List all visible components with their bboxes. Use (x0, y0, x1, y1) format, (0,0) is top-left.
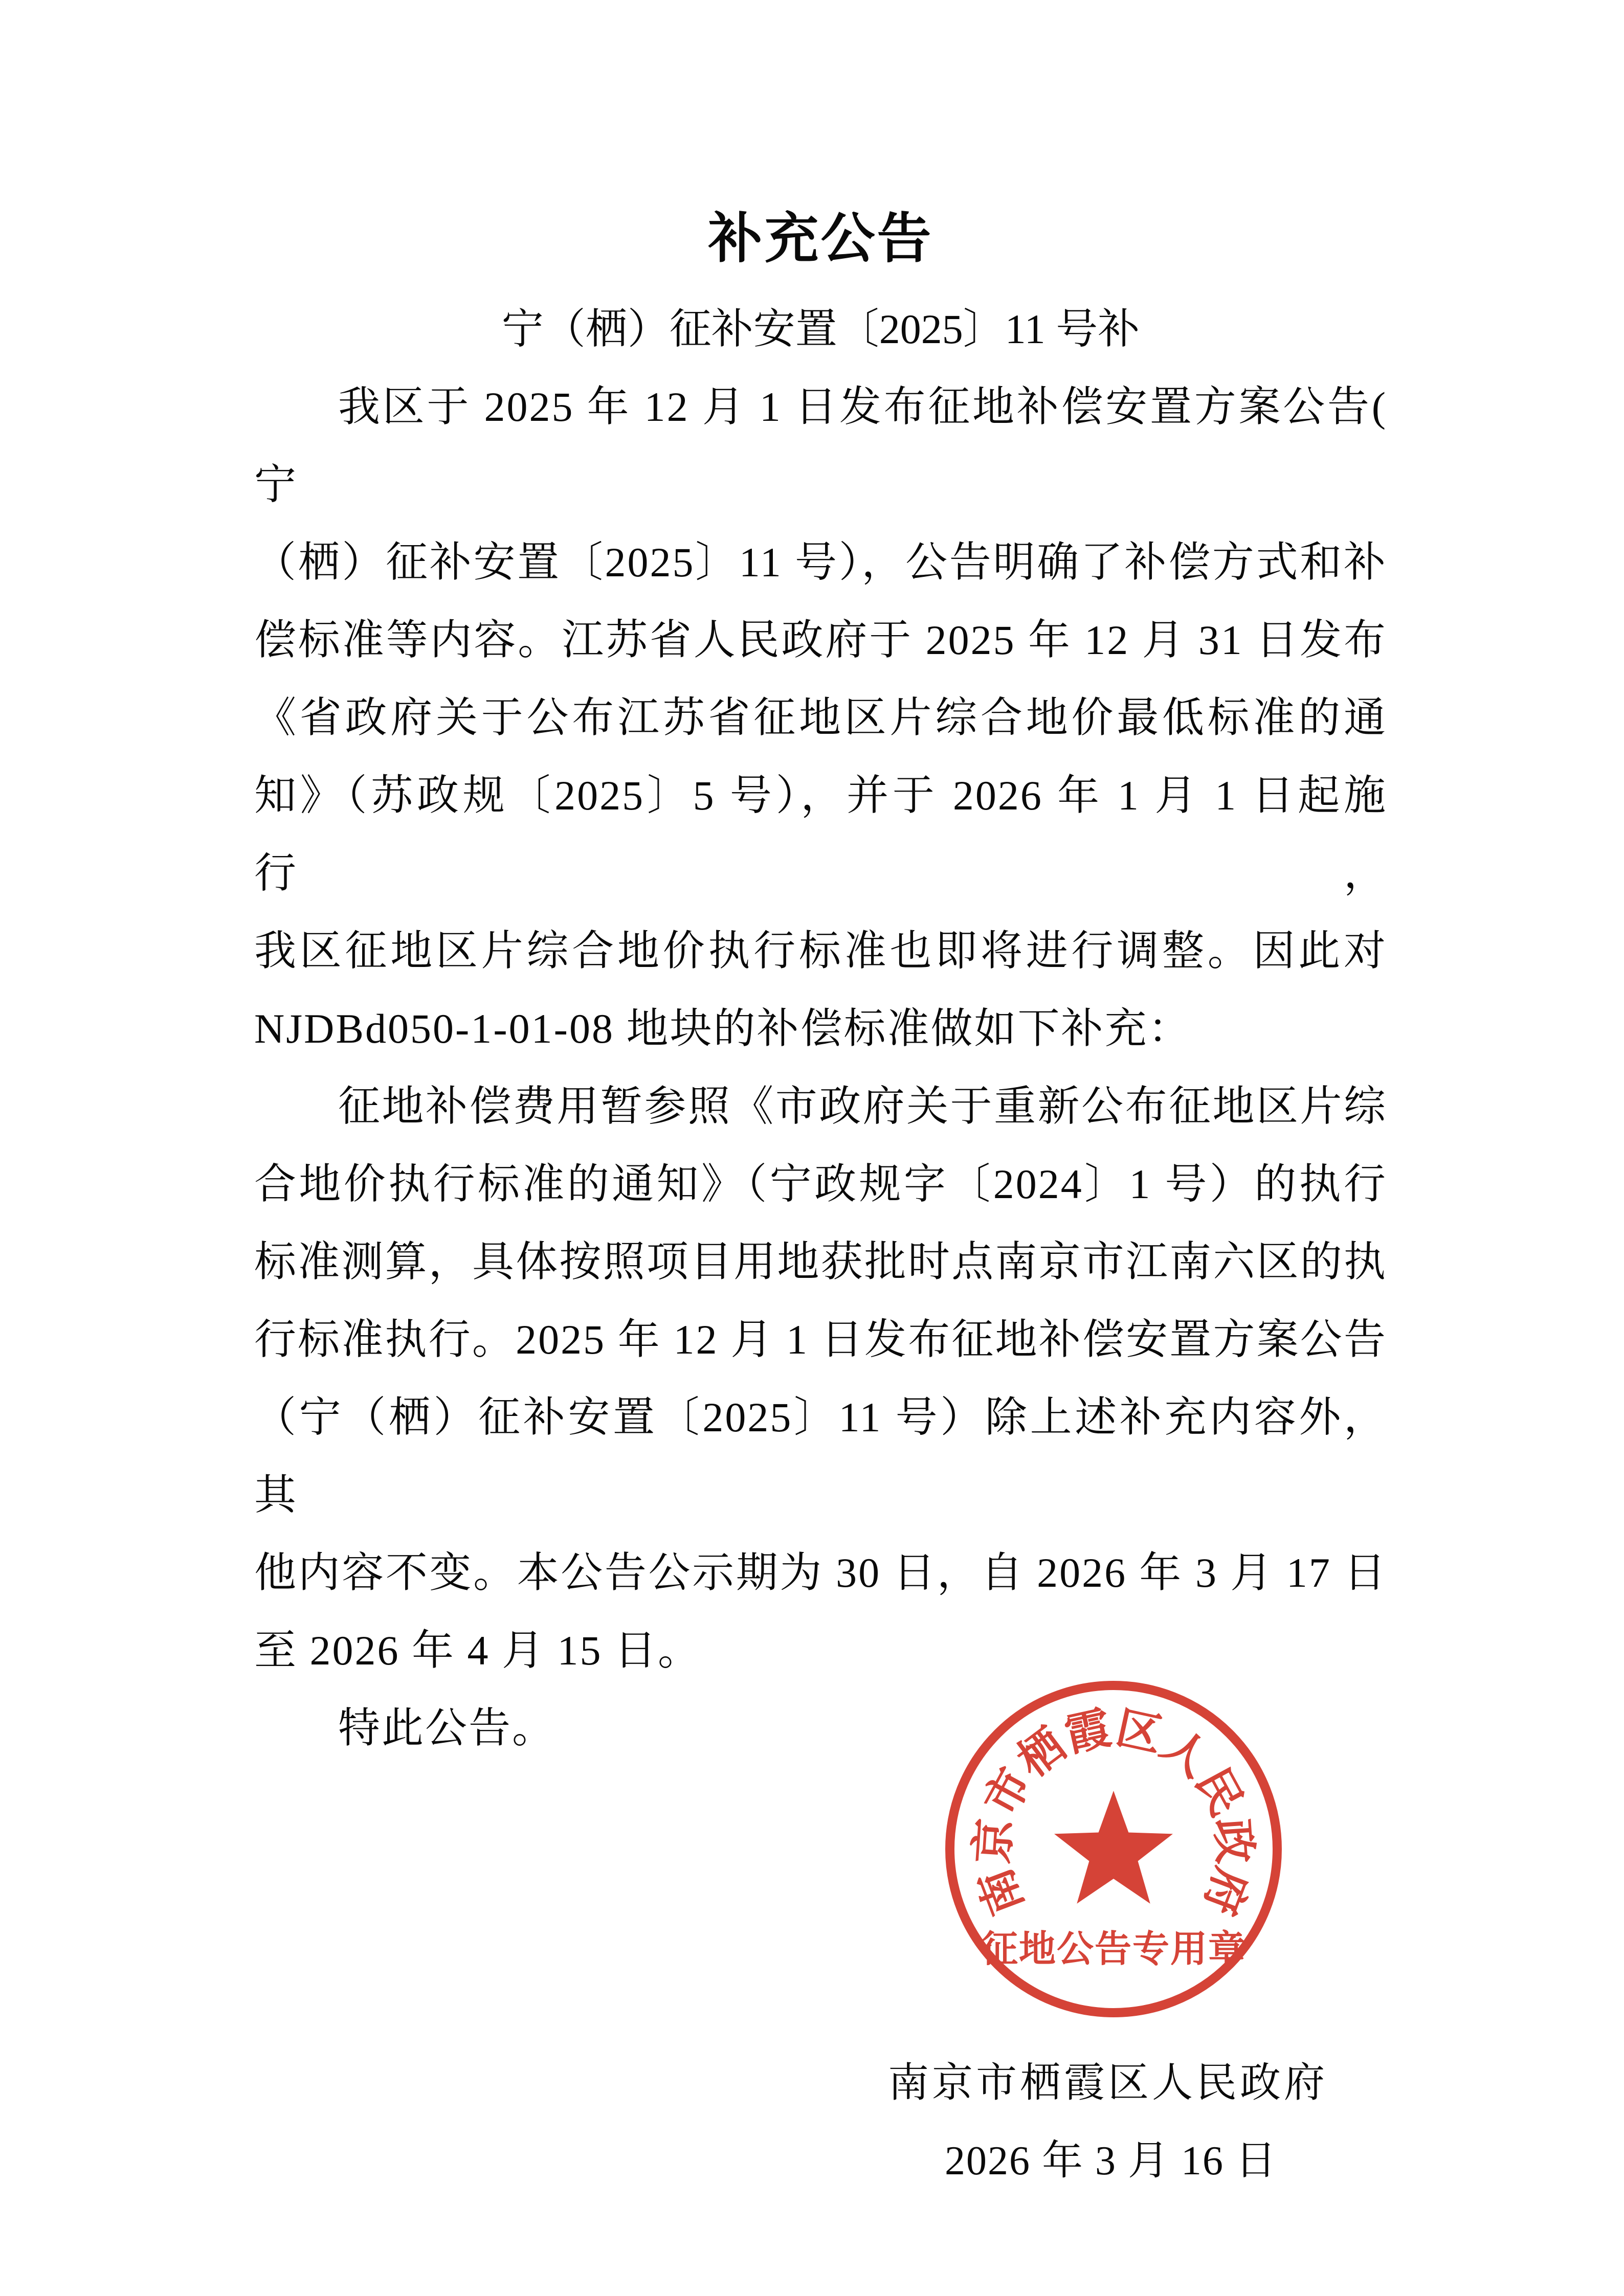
body-line: 至 2026 年 4 月 15 日。 (254, 1627, 701, 1674)
body-line: 征地补偿费用暂参照《市政府关于重新公布征地区片综 (338, 1083, 1387, 1130)
document-number: 宁（栖）征补安置〔2025〕11 号补 (501, 306, 1140, 352)
issuer-signature: 南京市栖霞区人民政府 (888, 2061, 1328, 2106)
closing-line: 特此公告。 (338, 1705, 556, 1751)
seal-ring-text: 南京市栖霞区人民政府 (968, 1703, 1259, 1922)
document-content (254, 0, 1387, 2200)
body-line: 行标准执行。2025 年 12 月 1 日发布征地补偿安置方案公告 (254, 1316, 1387, 1363)
body-line: 标准测算，具体按照项目用地获批时点南京市江南六区的执 (254, 1239, 1387, 1285)
seal-bottom-text: 征地公告专用章 (981, 1929, 1247, 1970)
body-line: 我区于 2025 年 12 月 1 日发布征地补偿安置方案公告( 宁 (254, 384, 1387, 508)
page-title: 补充公告 (708, 209, 933, 269)
body-line: 《省政府关于公布江苏省征地区片综合地价最低标准的通 (254, 694, 1387, 741)
body-line: 合地价执行标准的通知》（宁政规字〔2024〕1 号）的执行 (254, 1161, 1387, 1207)
body-line: （宁（栖）征补安置〔2025〕11 号）除上述补充内容外，其 (254, 1394, 1387, 1518)
body-line: 他内容不变。本公告公示期为 30 日，自 2026 年 3 月 17 日 (254, 1549, 1387, 1596)
body-line: 我区征地区片综合地价执行标准也即将进行调整。因此对 (254, 928, 1387, 974)
body-line: NJDBd050-1-01-08 地块的补偿标准做如下补充： (254, 1005, 1192, 1052)
body-line: 知》（苏政规〔2025〕5 号），并于 2026 年 1 月 1 日起施行， (254, 772, 1387, 896)
body-line: 偿标准等内容。江苏省人民政府于 2025 年 12 月 31 日发布 (254, 617, 1387, 663)
body-line: （栖）征补安置〔2025〕11 号），公告明确了补偿方式和补 (254, 539, 1387, 586)
issue-date: 2026 年 3 月 16 日 (945, 2139, 1277, 2184)
